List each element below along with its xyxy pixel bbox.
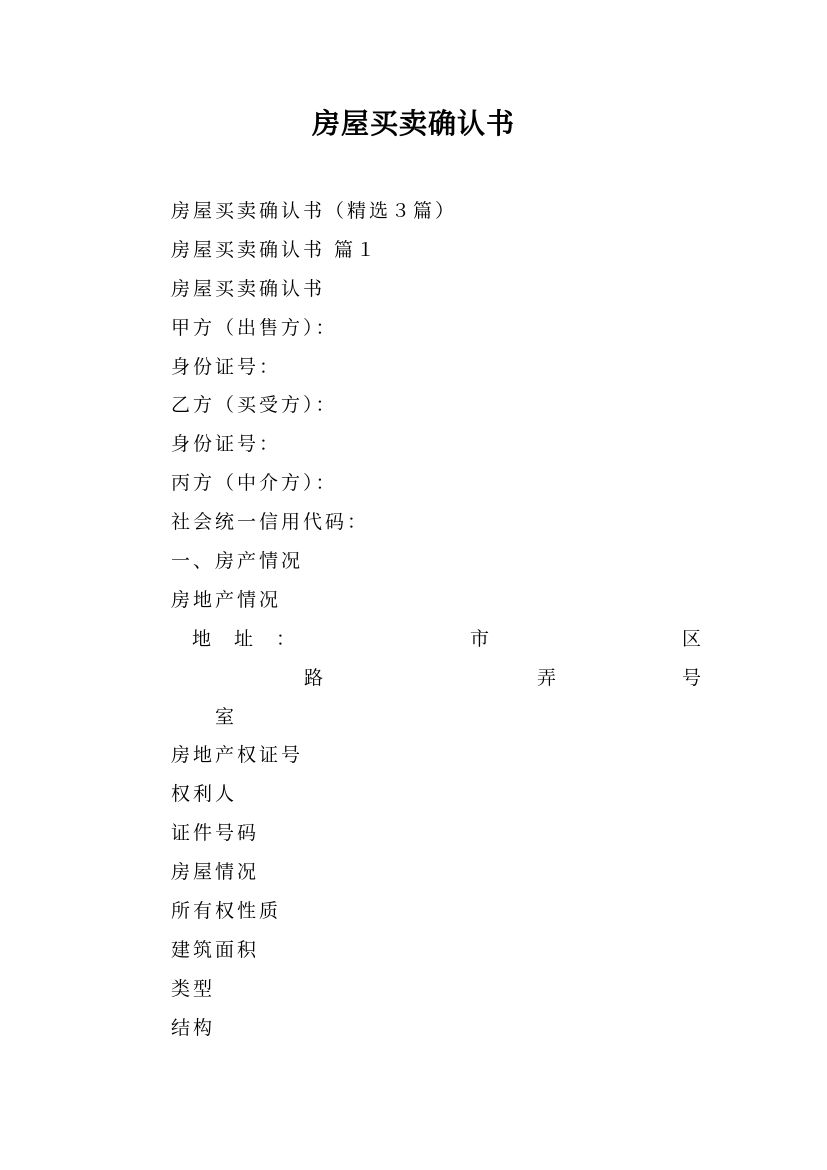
ownership-type-label: 所有权性质	[171, 900, 282, 923]
party-a-id-label: 身份证号：	[171, 355, 282, 378]
document-body	[171, 192, 703, 1048]
contract-heading: 房屋买卖确认书	[171, 277, 326, 300]
address-district: 区	[682, 627, 702, 650]
floor-area-label: 建筑面积	[171, 938, 260, 961]
house-condition-label: 房屋情况	[171, 861, 260, 884]
document-title: 房屋买卖确认书	[311, 107, 515, 140]
address-line-2	[171, 659, 703, 698]
address-line-1	[171, 620, 703, 659]
address-label: 地 址 ：	[192, 627, 298, 650]
address-road: 路	[304, 666, 324, 689]
party-b-label: 乙方（买受方）：	[171, 394, 338, 417]
subtitle-line: 房屋买卖确认书（精选３篇）	[171, 200, 458, 222]
owner-label: 权利人	[171, 783, 238, 806]
address-lane: 弄	[537, 666, 557, 689]
property-cert-label: 房地产权证号	[171, 744, 304, 767]
party-c-label: 丙方（中介方）：	[171, 472, 338, 495]
party-b-id-label: 身份证号：	[171, 433, 282, 456]
address-city: 市	[470, 627, 490, 650]
structure-label: 结构	[171, 1016, 216, 1039]
party-a-label: 甲方（出售方）：	[171, 316, 338, 339]
address-line-3	[171, 698, 703, 737]
credit-code-label: 社会统一信用代码：	[171, 511, 370, 534]
real-estate-label: 房地产情况	[171, 588, 282, 611]
section-heading: 房屋买卖确认书 篇１	[171, 238, 379, 261]
type-label: 类型	[171, 977, 216, 1000]
id-number-label: 证件号码	[171, 822, 260, 845]
property-section-heading: 一、房产情况	[171, 550, 304, 573]
address-room: 室	[215, 705, 235, 728]
address-number: 号	[682, 666, 702, 689]
